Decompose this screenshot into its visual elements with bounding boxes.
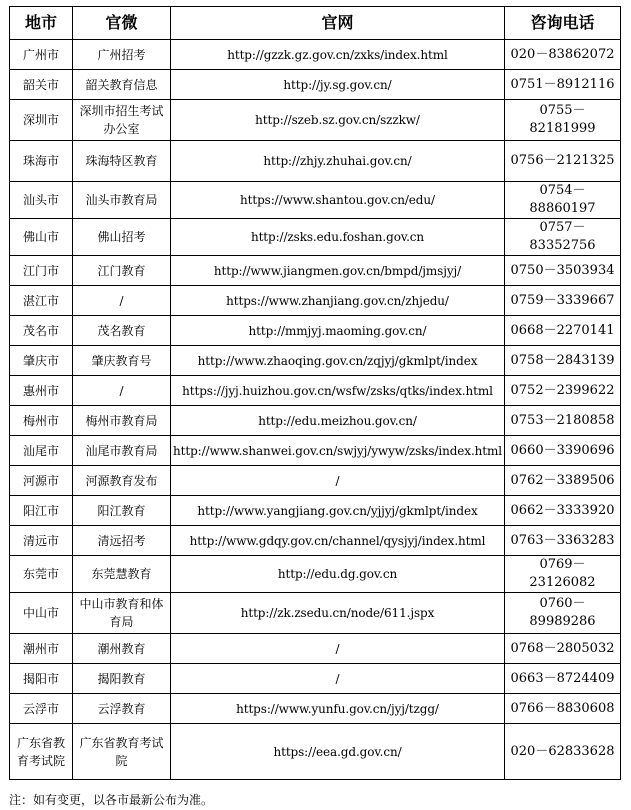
website-link[interactable]: https://www.yunfu.gov.cn/jyj/tzgg/ — [171, 694, 505, 724]
city-cell: 云浮市 — [10, 694, 73, 724]
phone-cell: 0758－2843139 — [505, 346, 621, 376]
wechat-cell: 江门教育 — [73, 256, 171, 286]
header-website: 官网 — [171, 7, 505, 40]
wechat-cell: 广州招考 — [73, 40, 171, 70]
table-row — [10, 634, 621, 664]
city-cell: 惠州市 — [10, 376, 73, 406]
table-row — [10, 593, 621, 634]
city-cell: 江门市 — [10, 256, 73, 286]
phone-cell: 0668－2270141 — [505, 316, 621, 346]
wechat-cell: 清远招考 — [73, 526, 171, 556]
website-link[interactable]: https://jyj.huizhou.gov.cn/wsfw/zsks/qtks/index.html — [171, 376, 505, 406]
wechat-cell: 阳江教育 — [73, 496, 171, 526]
header-wechat: 官微 — [73, 7, 171, 40]
table-row — [10, 526, 621, 556]
table-row — [10, 376, 621, 406]
website-link[interactable]: http://zsks.edu.foshan.gov.cn — [171, 219, 505, 256]
phone-cell: 0755－82181999 — [505, 100, 621, 141]
city-cell: 汕头市 — [10, 182, 73, 219]
city-cell: 梅州市 — [10, 406, 73, 436]
phone-cell: 0763－3363283 — [505, 526, 621, 556]
city-cell: 清远市 — [10, 526, 73, 556]
phone-cell: 0751－8912116 — [505, 70, 621, 100]
city-cell: 揭阳市 — [10, 664, 73, 694]
website-link[interactable]: http://www.yangjiang.gov.cn/yjjyj/gkmlpt/index — [171, 496, 505, 526]
table-row — [10, 256, 621, 286]
city-cell: 肇庆市 — [10, 346, 73, 376]
phone-cell: 0753－2180858 — [505, 406, 621, 436]
website-link: / — [171, 664, 505, 694]
table-row — [10, 496, 621, 526]
contact-table — [9, 6, 621, 780]
phone-cell: 0750－3503934 — [505, 256, 621, 286]
table-row — [10, 316, 621, 346]
table-row — [10, 182, 621, 219]
website-link[interactable]: https://www.zhanjiang.gov.cn/zhjedu/ — [171, 286, 505, 316]
website-link[interactable]: http://zk.zsedu.cn/node/611.jspx — [171, 593, 505, 634]
website-link[interactable]: http://gzzk.gz.gov.cn/zxks/index.html — [171, 40, 505, 70]
wechat-cell: / — [73, 376, 171, 406]
city-cell: 河源市 — [10, 466, 73, 496]
city-cell: 珠海市 — [10, 141, 73, 182]
wechat-cell: 佛山招考 — [73, 219, 171, 256]
wechat-cell: 中山市教育和体育局 — [73, 593, 171, 634]
wechat-cell: 珠海特区教育 — [73, 141, 171, 182]
phone-cell: 0756－2121325 — [505, 141, 621, 182]
table-row — [10, 664, 621, 694]
phone-cell: 0766－8830608 — [505, 694, 621, 724]
phone-cell: 0754－88860197 — [505, 182, 621, 219]
wechat-cell: 梅州市教育局 — [73, 406, 171, 436]
wechat-cell: 深圳市招生考试办公室 — [73, 100, 171, 141]
phone-cell: 0660－3390696 — [505, 436, 621, 466]
phone-cell: 0752－2399622 — [505, 376, 621, 406]
city-cell: 广东省教育考试院 — [10, 724, 73, 780]
table-row — [10, 70, 621, 100]
city-cell: 汕尾市 — [10, 436, 73, 466]
header-city: 地市 — [10, 7, 73, 40]
wechat-cell: 广东省教育考试院 — [73, 724, 171, 780]
header-row — [10, 7, 621, 40]
phone-cell: 0760－89989286 — [505, 593, 621, 634]
footnote: 注：如有变更，以各市最新公布为准。 — [9, 793, 214, 807]
phone-cell: 0768－2805032 — [505, 634, 621, 664]
phone-cell: 0759－3339667 — [505, 286, 621, 316]
table-row — [10, 346, 621, 376]
wechat-cell: 茂名教育 — [73, 316, 171, 346]
website-link[interactable]: https://www.shantou.gov.cn/edu/ — [171, 182, 505, 219]
table-row — [10, 436, 621, 466]
table-row — [10, 141, 621, 182]
city-cell: 韶关市 — [10, 70, 73, 100]
wechat-cell: 汕头市教育局 — [73, 182, 171, 219]
phone-cell: 0769－23126082 — [505, 556, 621, 593]
website-link[interactable]: http://szeb.sz.gov.cn/szzkw/ — [171, 100, 505, 141]
city-cell: 深圳市 — [10, 100, 73, 141]
table-row — [10, 466, 621, 496]
wechat-cell: 肇庆教育号 — [73, 346, 171, 376]
wechat-cell: 揭阳教育 — [73, 664, 171, 694]
table-row — [10, 556, 621, 593]
website-link: / — [171, 634, 505, 664]
website-link[interactable]: https://eea.gd.gov.cn/ — [171, 724, 505, 780]
phone-cell: 0762－3389506 — [505, 466, 621, 496]
website-link[interactable]: http://www.gdqy.gov.cn/channel/qysjyj/index.html — [171, 526, 505, 556]
website-link[interactable]: http://edu.meizhou.gov.cn/ — [171, 406, 505, 436]
wechat-cell: 云浮教育 — [73, 694, 171, 724]
table-row — [10, 40, 621, 70]
table-row — [10, 724, 621, 780]
city-cell: 茂名市 — [10, 316, 73, 346]
phone-cell: 0663－8724409 — [505, 664, 621, 694]
city-cell: 佛山市 — [10, 219, 73, 256]
header-phone: 咨询电话 — [505, 7, 621, 40]
table-row — [10, 694, 621, 724]
website-link[interactable]: http://jy.sg.gov.cn/ — [171, 70, 505, 100]
wechat-cell: 潮州教育 — [73, 634, 171, 664]
website-link[interactable]: http://www.zhaoqing.gov.cn/zqjyj/gkmlpt/index — [171, 346, 505, 376]
wechat-cell: 韶关教育信息 — [73, 70, 171, 100]
phone-cell: 020－83862072 — [505, 40, 621, 70]
city-cell: 中山市 — [10, 593, 73, 634]
website-link[interactable]: http://edu.dg.gov.cn — [171, 556, 505, 593]
city-cell: 广州市 — [10, 40, 73, 70]
wechat-cell: / — [73, 286, 171, 316]
wechat-cell: 东莞慧教育 — [73, 556, 171, 593]
city-cell: 阳江市 — [10, 496, 73, 526]
table-row — [10, 286, 621, 316]
website-link[interactable]: http://mmjyj.maoming.gov.cn/ — [171, 316, 505, 346]
table-row — [10, 219, 621, 256]
phone-cell: 020－62833628 — [505, 724, 621, 780]
phone-cell: 0662－3333920 — [505, 496, 621, 526]
city-cell: 湛江市 — [10, 286, 73, 316]
table-row — [10, 406, 621, 436]
city-cell: 东莞市 — [10, 556, 73, 593]
website-link[interactable]: http://zhjy.zhuhai.gov.cn/ — [171, 141, 505, 182]
website-link[interactable]: http://www.jiangmen.gov.cn/bmpd/jmsjyj/ — [171, 256, 505, 286]
website-link[interactable]: http://www.shanwei.gov.cn/swjyj/ywyw/zsks/index.html — [171, 436, 505, 466]
wechat-cell: 河源教育发布 — [73, 466, 171, 496]
city-cell: 潮州市 — [10, 634, 73, 664]
website-link: / — [171, 466, 505, 496]
table-row — [10, 100, 621, 141]
wechat-cell: 汕尾市教育局 — [73, 436, 171, 466]
phone-cell: 0757－83352756 — [505, 219, 621, 256]
